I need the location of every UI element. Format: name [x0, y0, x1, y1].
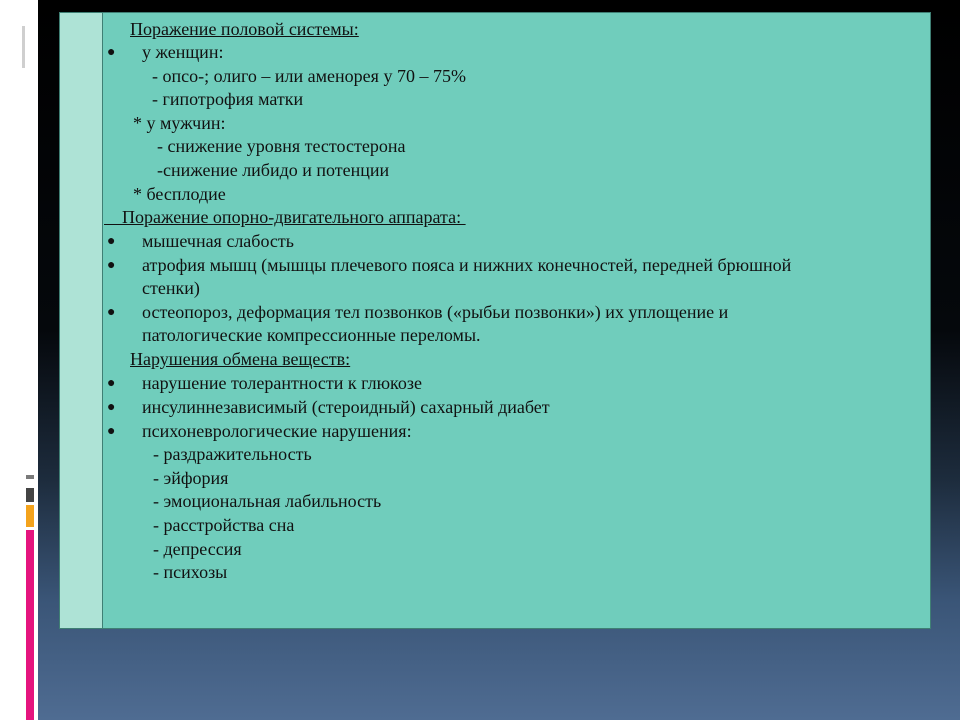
- bullet: ●: [107, 234, 116, 249]
- section-heading-metabolism: Нарушения обмена веществ:: [130, 349, 351, 369]
- decor-bar-pink: [26, 530, 34, 720]
- sub-list-item: - расстройства сна: [153, 515, 295, 535]
- bullet: ●: [107, 258, 116, 273]
- sub-list-item: - депрессия: [153, 539, 242, 559]
- sub-list-item: - эмоциональная лабильность: [153, 491, 382, 511]
- decor-bar-gray: [26, 475, 34, 479]
- slide-text: [60, 13, 930, 628]
- list-item: - гипотрофия матки: [152, 89, 304, 109]
- sub-list-item: - раздражительность: [153, 444, 312, 464]
- list-item: мышечная слабость: [142, 231, 294, 251]
- decor-bar-thin: [22, 26, 25, 68]
- list-item: нарушение толерантности к глюкозе: [142, 373, 422, 393]
- bullet: ●: [107, 305, 116, 320]
- list-item: психоневрологические нарушения:: [142, 421, 412, 441]
- slide-content-box: [59, 12, 931, 629]
- bullet: ●: [107, 45, 116, 60]
- list-item: атрофия мышц (мышцы плечевого пояса и нижних конечностей, передней брюшной: [142, 255, 792, 275]
- list-item: * бесплодие: [133, 184, 226, 204]
- list-item: - снижение уровня тестостерона: [157, 136, 406, 156]
- bullet: ●: [107, 400, 116, 415]
- men-label: * у мужчин:: [133, 113, 226, 133]
- list-item: - опсо-; олиго – или аменорея у 70 – 75%: [152, 66, 466, 86]
- sub-list-item: - эйфория: [153, 468, 229, 488]
- list-item: -снижение либидо и потенции: [157, 160, 390, 180]
- women-label: у женщин:: [142, 42, 224, 62]
- list-item-continuation: стенки): [142, 278, 200, 298]
- bullet: ●: [107, 424, 116, 439]
- decor-bar-dark: [26, 488, 34, 502]
- decor-bar-orange: [26, 505, 34, 527]
- list-item: инсулиннезависимый (стероидный) сахарный диабет: [142, 397, 550, 417]
- list-item: остеопороз, деформация тел позвонков («рыбьи позвонки») их уплощение и: [142, 302, 729, 322]
- section-heading-musculoskeletal: Поражение опорно-двигательного аппарата:: [104, 207, 466, 227]
- sub-list-item: - психозы: [153, 562, 228, 582]
- section-heading-reproductive: Поражение половой системы:: [130, 19, 359, 39]
- list-item-continuation: патологические компрессионные переломы.: [142, 325, 481, 345]
- bullet: ●: [107, 376, 116, 391]
